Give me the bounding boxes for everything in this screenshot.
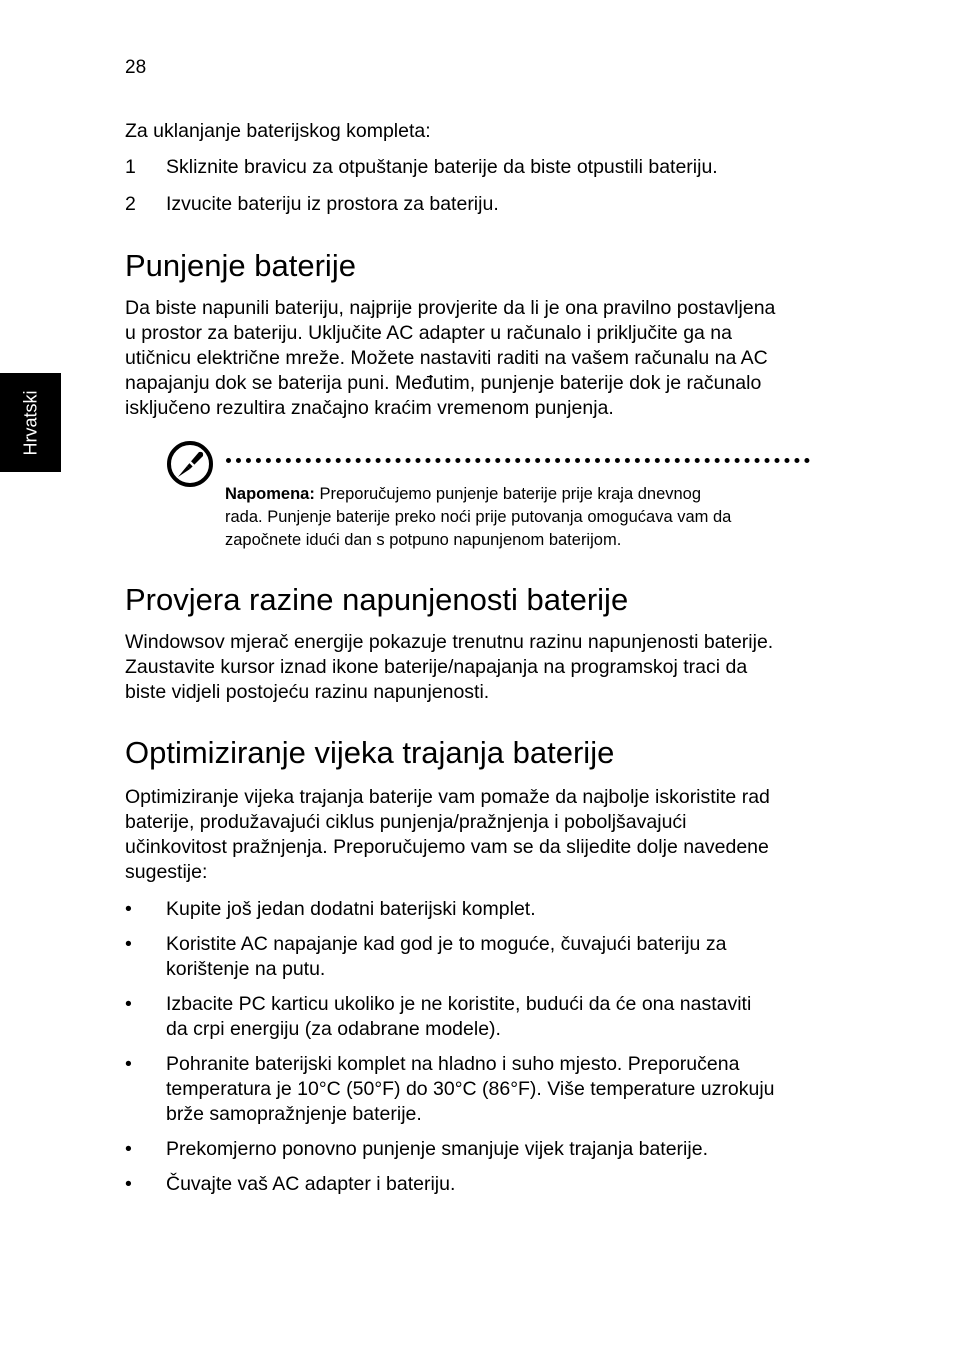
note-label: Napomena: — [225, 485, 315, 503]
paragraph-line: Optimiziranje vijeka trajanja baterije vam pomaže da najbolje iskoristite rad — [125, 786, 770, 808]
bullet-marker: • — [125, 993, 132, 1015]
paragraph-line: napajanju dok se baterija puni. Međutim, punjenje baterije dok je računalo — [125, 372, 762, 394]
bullet-marker: • — [125, 1138, 132, 1160]
paragraph-line: Zaustavite kursor iznad ikone baterije/napajanja na programskoj traci da — [125, 656, 748, 678]
paragraph-line: isključeno rezultira značajno kraćim vremenom punjenja. — [125, 397, 614, 419]
section-heading-level-check: Provjera razine napunjenosti baterije — [125, 582, 629, 617]
intro-text: Za uklanjanje baterijskog kompleta: — [125, 120, 431, 142]
paragraph-line: Da biste napunili bateriju, najprije provjerite da li je ona pravilno postavljena — [125, 297, 776, 319]
section-optimizing-paragraph — [125, 785, 815, 885]
bullet-line: Prekomjerno ponovno punjenje smanjuje vijek trajanja baterije. — [166, 1138, 708, 1160]
note-line — [225, 483, 810, 506]
bullet-marker: • — [125, 898, 132, 920]
section-heading-optimizing: Optimiziranje vijeka trajanja baterije — [125, 735, 615, 770]
bullet-text — [166, 1052, 816, 1127]
paragraph-line: biste vidjeli postojeću razinu napunjenosti. — [125, 681, 490, 703]
bullet-text — [166, 992, 816, 1042]
note-line: rada. Punjenje baterije preko noći prije putovanja omogućava vam da — [225, 508, 732, 526]
bullet-text — [166, 932, 816, 982]
paragraph-line: Windowsov mjerač energije pokazuje trenutnu razinu napunjenosti baterije. — [125, 631, 774, 653]
paragraph-line: sugestije: — [125, 861, 208, 883]
paragraph-line: utičnicu električne mreže. Možete nastaviti raditi na vašem računalu na AC — [125, 347, 768, 369]
step-number: 1 — [125, 156, 136, 178]
step-text: Skliznite bravicu za otpuštanje baterije da biste otpustili bateriju. — [166, 156, 718, 178]
bullet-line: korištenje na putu. — [166, 958, 326, 980]
section-level-check-paragraph — [125, 630, 815, 705]
language-tab-label: Hrvatski — [20, 389, 40, 456]
bullet-text — [166, 897, 816, 922]
bullet-marker: • — [125, 1053, 132, 1075]
note-line: započnete idući dan s potpuno napunjenom baterijom. — [225, 531, 622, 549]
note-divider — [226, 458, 810, 463]
paragraph-line: baterije, produžavajući ciklus punjenja/pražnjenja i poboljšavajući — [125, 811, 687, 833]
page-number: 28 — [125, 57, 147, 78]
note-line-text: Preporučujemo punjenje baterije prije kraja dnevnog — [319, 485, 702, 503]
language-tab — [0, 373, 61, 472]
bullet-marker: • — [125, 1173, 132, 1195]
bullet-text — [166, 1137, 816, 1162]
section-charging-paragraph — [125, 296, 815, 421]
bullet-line: Koristite AC napajanje kad god je to moguće, čuvajući bateriju za — [166, 933, 727, 955]
step-text: Izvucite bateriju iz prostora za bateriju. — [166, 193, 499, 215]
note-text — [225, 483, 810, 552]
paragraph-line: učinkovitost pražnjenja. Preporučujemo vam se da slijedite dolje navedene — [125, 836, 769, 858]
bullet-line: Kupite još jedan dodatni baterijski komplet. — [166, 898, 536, 920]
bullet-line: da crpi energiju (za odabrane modele). — [166, 1018, 501, 1040]
bullet-line: Izbacite PC karticu ukoliko je ne koristite, budući da će ona nastaviti — [166, 993, 752, 1015]
bullet-line: temperatura je 10°C (50°F) do 30°C (86°F). Više temperature uzrokuju — [166, 1078, 775, 1100]
paragraph-line: u prostor za bateriju. Uključite AC adapter u računalo i priključite ga na — [125, 322, 732, 344]
bullet-line: brže samopražnjenje baterije. — [166, 1103, 422, 1125]
bullet-line: Čuvajte vaš AC adapter i bateriju. — [166, 1173, 456, 1195]
pen-note-icon — [166, 440, 214, 488]
section-heading-charging: Punjenje baterije — [125, 248, 356, 283]
bullet-marker: • — [125, 933, 132, 955]
bullet-line: Pohranite baterijski komplet na hladno i suho mjesto. Preporučena — [166, 1053, 740, 1075]
bullet-text — [166, 1172, 816, 1197]
step-number: 2 — [125, 193, 136, 215]
